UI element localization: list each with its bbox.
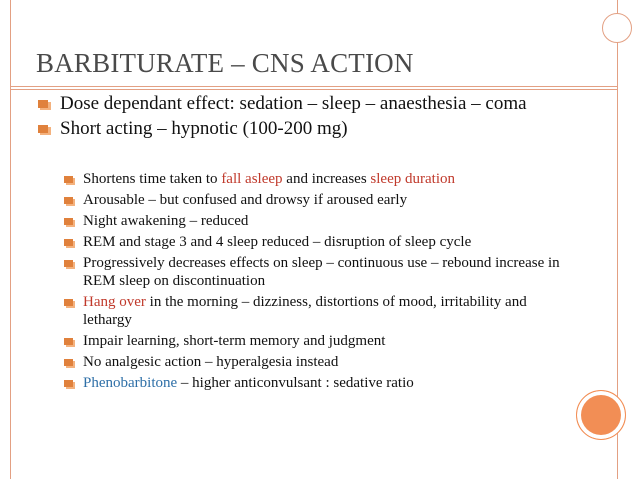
highlight-text: sleep duration: [370, 171, 455, 187]
title-rule-top: [11, 86, 617, 87]
bullet-text: Shortens time taken to: [83, 171, 222, 187]
list-item: [64, 375, 574, 393]
bullet-text: Short acting – hypnotic (100-200 mg): [60, 118, 348, 139]
bullet-icon: [38, 100, 51, 109]
list-item: [64, 354, 574, 372]
decorative-circle-small: [602, 13, 632, 43]
list-item: [64, 294, 574, 329]
list-item: [64, 171, 574, 189]
bullet-text: in the morning – dizziness, distortions of mood, irritability and lethargy: [83, 294, 527, 328]
bullet-text: and increases: [282, 171, 371, 187]
bullet-icon: [64, 260, 74, 268]
bullet-text: – higher anticonvulsant : sedative ratio: [177, 374, 414, 391]
bullet-text: No analgesic action – hyperalgesia instead: [83, 353, 339, 370]
bullet-icon: [64, 176, 74, 184]
bullet-icon: [64, 299, 74, 307]
bullet-icon: [64, 218, 74, 226]
bullet-icon: [64, 239, 74, 247]
highlight-text: Hang over: [83, 294, 146, 311]
list-item: [64, 234, 574, 252]
bullet-text: Night awakening – reduced: [83, 213, 249, 230]
list-item: [64, 333, 574, 351]
slide-title: BARBITURATE – CNS ACTION: [36, 48, 414, 78]
bullet-icon: [64, 380, 74, 388]
bullet-text: Progressively decreases effects on sleep – continuous use – rebound increase in REM sleep on discontinuation: [83, 255, 560, 289]
highlight-text: fall asleep: [221, 171, 283, 187]
list-item: [64, 192, 574, 210]
bullet-icon: [64, 197, 74, 205]
list-item: [38, 93, 598, 114]
bullet-icon: [64, 359, 74, 367]
bullet-text: Dose dependant effect: sedation – sleep – anaesthesia – coma: [60, 93, 527, 114]
list-item: [38, 118, 598, 139]
bullet-icon: [38, 125, 51, 134]
main-bullet-list: [38, 93, 598, 143]
sub-bullet-list: [64, 171, 574, 396]
bullet-text: REM and stage 3 and 4 sleep reduced – disruption of sleep cycle: [83, 234, 472, 251]
decorative-circle-large: [576, 390, 626, 440]
highlight-text: Phenobarbitone: [83, 374, 178, 391]
list-item: [64, 213, 574, 231]
bullet-text: Arousable – but confused and drowsy if aroused early: [83, 192, 408, 209]
list-item: [64, 255, 574, 290]
bullet-text: Impair learning, short-term memory and judgment: [83, 332, 386, 349]
bullet-icon: [64, 338, 74, 346]
title-rule-bottom: [11, 89, 617, 90]
